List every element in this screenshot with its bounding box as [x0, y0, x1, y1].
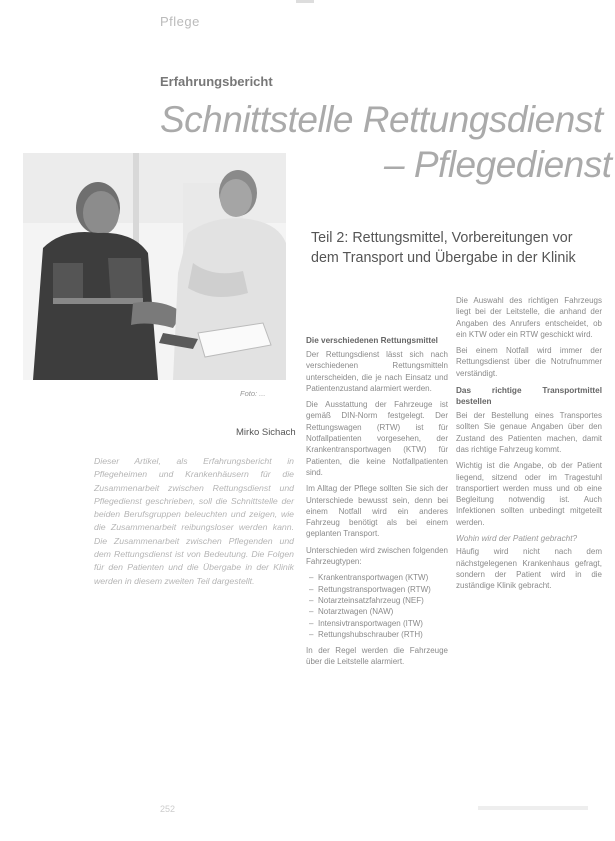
paragraph: Die Auswahl des richtigen Fahrzeugs liegt bei der Leitstelle, die anhand der Angaben des Anrufers entscheidet, ob ein KTW oder ein RTW geschickt wird.	[456, 296, 602, 339]
list-item: – Notarzteinsatzfahrzeug (NEF)	[318, 595, 448, 606]
paragraph: Unterschieden wird zwischen folgenden Fahrzeugtypen:	[306, 545, 448, 567]
paragraph: Wichtig ist die Angabe, ob der Patient liegend, sitzend oder im Tragestuhl transportiert werden muss und ob eine Begleitung notwendig ist. Auch Infektionen sollten unbedingt mitgeteilt werden.	[456, 461, 602, 527]
article-subtitle: Teil 2: Rettungsmittel, Vorbereitungen vor dem Transport und Übergabe in der Klinik	[311, 230, 576, 266]
list-item: – Rettungstransportwagen (RTW)	[318, 584, 448, 595]
paragraph: Im Alltag der Pflege sollten Sie sich der Unterschiede bewusst sein, denn bei einem Notfall wird ein anderes Fahrzeug benötigt als bei einem geplanten Transport.	[306, 484, 448, 539]
footer-rule	[478, 806, 588, 810]
section-heading: Die verschiedenen Rettungsmittel	[306, 336, 438, 345]
list-item: – Notarztwagen (NAW)	[318, 606, 448, 617]
list-item: – Rettungshubschrauber (RTH)	[318, 629, 448, 640]
text-column-2	[456, 295, 602, 597]
list-item: – Intensivtransportwagen (ITW)	[318, 618, 448, 629]
section-label: Pflege	[160, 14, 200, 29]
paragraph: Bei einem Notfall wird immer der Rettungsdienst über die Notrufnummer verständigt.	[456, 346, 602, 378]
paragraph: Der Rettungsdienst lässt sich nach verschiedenen Rettungsmitteln unterscheiden, die je nach Einsatz und Patientenzustand alarmiert werden.	[306, 350, 448, 393]
list-item: – Krankentransportwagen (KTW)	[318, 572, 448, 583]
paragraph: Bei der Bestellung eines Transportes sollten Sie genaue Angaben über den Zustand des Patienten machen, damit das richtige Fahrzeug kommt.	[456, 411, 602, 454]
photo-credit: Foto: ...	[240, 389, 266, 398]
paragraph: Die Ausstattung der Fahrzeuge ist gemäß DIN-Norm festgelegt. Der Rettungswagen (RTW) ist für Notfallpatienten vorgesehen, der Krankentransportwagen (KTW) für Patienten, die keine Notfallpatienten sind.	[306, 400, 448, 477]
article-title-line2: – Pflegedienst	[384, 144, 612, 185]
article-kicker: Erfahrungsbericht	[160, 74, 273, 89]
section-heading: Das richtige Transportmittel bestellen	[456, 386, 602, 407]
vehicle-list	[306, 572, 448, 640]
top-edge-mark	[296, 0, 314, 3]
page-number: 252	[160, 804, 176, 814]
sub-heading: Wohin wird der Patient gebracht?	[456, 534, 578, 544]
paragraph: In der Regel werden die Fahrzeuge über die Leitstelle alarmiert.	[306, 646, 448, 667]
text-column-1	[306, 329, 448, 673]
article-photo	[23, 153, 286, 380]
article-title-line1: Schnittstelle Rettungsdienst	[160, 99, 603, 140]
author-name: Mirko Sichach	[236, 427, 296, 438]
article-intro: Dieser Artikel, als Erfahrungsbericht in Pflegeheimen und Krankenhäusern für die Zusammenarbeit zwischen Rettungsdienst und Pflegedienst geschrieben, soll die Schnittstelle der beiden Berufsgruppen beleuchten und zeigen, wie die Zusammenarbeit reibungsloser werden kann. Die Zusammenarbeit zwischen Pflegenden und dem Rettungsdienst ist von Bedeutung. Die Folgen für den Patienten und die Übergabe in der Klinik werden in diesem zweiten Teil dargestellt.	[94, 456, 294, 586]
paragraph: Häufig wird nicht nach dem nächstgelegenen Krankenhaus gefragt, sondern der Patient wird in die zuständige Klinik gebracht.	[456, 547, 602, 591]
